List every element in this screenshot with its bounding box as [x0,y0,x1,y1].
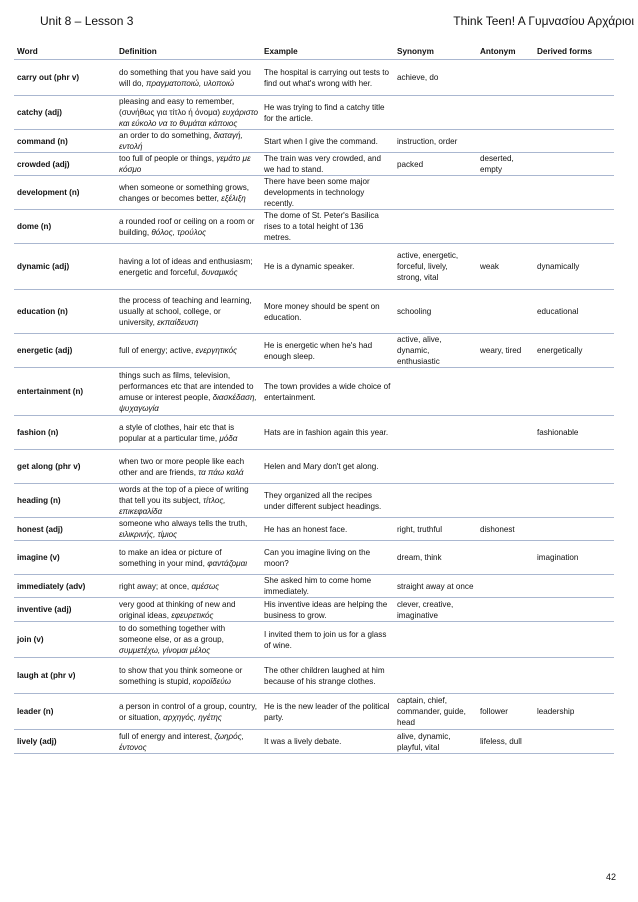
synonym-cell [394,176,477,210]
definition-cell [116,598,261,622]
antonym-cell [477,60,534,96]
word-cell: dynamic (adj) [14,244,116,290]
definition-cell [116,244,261,290]
example-cell: She asked him to come home immediately. [261,575,394,598]
synonym-cell: achieve, do [394,60,477,96]
definition-text: when two or more people like each other and are friends, [119,456,245,477]
word-cell: crowded (adj) [14,153,116,176]
derived-forms-cell [534,153,614,176]
definition-text: do something that you have said you will do, [119,67,251,88]
table-row [14,622,614,658]
derived-forms-cell [534,484,614,518]
definition-cell [116,176,261,210]
word-cell: carry out (phr v) [14,60,116,96]
derived-forms-cell [534,598,614,622]
example-cell: The other children laughed at him because of his strange clothes. [261,658,394,694]
definition-text: a style of clothes, hair etc that is popular at a particular time, [119,422,235,443]
greek-translation: γεμάτο με κόσμο [119,154,251,174]
definition-text: a person in control of a group, country, or situation, [119,701,257,722]
definition-text: having a lot of ideas and enthusiasm; energetic and forceful, [119,256,253,277]
antonym-cell [477,130,534,153]
antonym-cell: weak [477,244,534,290]
definition-text: the process of teaching and learning, usually at school, college, or university, [119,296,252,327]
antonym-cell: weary, tired [477,334,534,368]
table-row [14,176,614,210]
greek-translation: εξέλιξη [221,193,246,203]
table-row [14,598,614,622]
greek-translation: τα πάω καλά [198,467,244,477]
greek-translation: κοροϊδεύω [192,676,231,686]
synonym-cell [394,416,477,450]
antonym-cell: lifeless, dull [477,730,534,754]
greek-translation: μόδα [219,433,238,443]
example-cell: He has an honest face. [261,518,394,541]
word-cell: fashion (n) [14,416,116,450]
column-header-derived-forms: Derived forms [534,44,614,60]
word-cell: immediately (adv) [14,575,116,598]
definition-cell [116,622,261,658]
antonym-cell [477,368,534,416]
table-row [14,210,614,244]
greek-translation: δυναμικός [201,267,238,277]
greek-translation: ειλικρινής, τίμιος [119,530,178,539]
definition-text: to make an idea or picture of something in your mind, [119,547,222,568]
definition-text: when someone or something grows, changes or becomes better, [119,182,250,203]
definition-cell [116,96,261,130]
table-row [14,368,614,416]
definition-text: full of energy and interest, [119,731,213,741]
word-cell: heading (n) [14,484,116,518]
example-cell: More money should be spent on education. [261,290,394,334]
antonym-cell: follower [477,694,534,730]
antonym-cell [477,416,534,450]
greek-translation: φαντάζομαι [207,558,247,568]
example-cell: It was a lively debate. [261,730,394,754]
greek-translation: συμμετέχω, γίνομαι μέλος [119,646,211,655]
synonym-cell: dream, think [394,541,477,575]
word-cell: imagine (v) [14,541,116,575]
antonym-cell [477,575,534,598]
table-row [14,96,614,130]
column-header-antonym: Antonym [477,44,534,60]
table-row [14,334,614,368]
example-cell: The train was very crowded, and we had to stand. [261,153,394,176]
antonym-cell [477,658,534,694]
definition-text: too full of people or things, [119,154,214,163]
derived-forms-cell [534,368,614,416]
example-cell: Helen and Mary don't get along. [261,450,394,484]
antonym-cell [477,176,534,210]
word-cell: education (n) [14,290,116,334]
greek-translation: εφευρετικός [171,610,214,620]
antonym-cell [477,622,534,658]
greek-translation: πραγματοποιώ, υλοποιώ [146,78,235,88]
definition-cell [116,694,261,730]
example-cell: His inventive ideas are helping the business to grow. [261,598,394,622]
derived-forms-cell [534,130,614,153]
definition-cell [116,290,261,334]
derived-forms-cell [534,518,614,541]
greek-translation: διασκέδαση, ψυχαγωγία [119,392,257,413]
definition-cell [116,60,261,96]
derived-forms-cell: dynamically [534,244,614,290]
greek-translation: ζωηρός, έντονος [119,731,244,752]
example-cell: He is the new leader of the political party. [261,694,394,730]
definition-text: right away; at once, [119,581,190,591]
derived-forms-cell [534,658,614,694]
table-row [14,694,614,730]
definition-text: to do something together with someone else, or as a group, [119,624,226,644]
synonym-cell [394,484,477,518]
synonym-cell [394,96,477,130]
synonym-cell [394,368,477,416]
column-header-word: Word [14,44,116,60]
page-header [0,14,638,32]
example-cell: Start when I give the command. [261,130,394,153]
definition-cell [116,334,261,368]
example-cell: The hospital is carrying out tests to find out what's wrong with her. [261,60,394,96]
definition-cell [116,484,261,518]
table-row [14,575,614,598]
synonym-cell: schooling [394,290,477,334]
example-cell: The dome of St. Peter's Basilica rises to a total height of 136 metres. [261,210,394,244]
word-cell: dome (n) [14,210,116,244]
table-row [14,541,614,575]
synonym-cell [394,658,477,694]
example-cell: The town provides a wide choice of entertainment. [261,368,394,416]
definition-cell [116,658,261,694]
derived-forms-cell [534,622,614,658]
book-title: Think Teen! A Γυμνασίου Αρχάριοι [453,14,634,28]
definition-text: words at the top of a piece of writing that tell you its subject, [119,485,249,505]
antonym-cell [477,290,534,334]
word-cell: get along (phr v) [14,450,116,484]
synonym-cell [394,450,477,484]
antonym-cell: deserted, empty [477,153,534,176]
derived-forms-cell [534,450,614,484]
antonym-cell [477,210,534,244]
antonym-cell [477,541,534,575]
antonym-cell [477,450,534,484]
definition-cell [116,518,261,541]
table-row [14,518,614,541]
synonym-cell: right, truthful [394,518,477,541]
definition-cell [116,210,261,244]
definition-text: to show that you think someone or something is stupid, [119,665,243,686]
antonym-cell: dishonest [477,518,534,541]
synonym-cell [394,622,477,658]
lesson-title: Unit 8 – Lesson 3 [40,14,134,28]
table-row [14,658,614,694]
word-cell: honest (adj) [14,518,116,541]
definition-cell [116,450,261,484]
synonym-cell: captain, chief, commander, guide, head [394,694,477,730]
table-row [14,60,614,96]
example-cell: They organized all the recipes under different subject headings. [261,484,394,518]
antonym-cell [477,96,534,130]
table-row [14,153,614,176]
derived-forms-cell [534,60,614,96]
example-cell: Hats are in fashion again this year. [261,416,394,450]
table-row [14,130,614,153]
table-row [14,244,614,290]
example-cell: Can you imagine living on the moon? [261,541,394,575]
derived-forms-cell: imagination [534,541,614,575]
example-cell: I invited them to join us for a glass of wine. [261,622,394,658]
column-header-synonym: Synonym [394,44,477,60]
word-cell: energetic (adj) [14,334,116,368]
derived-forms-cell: educational [534,290,614,334]
definition-cell [116,575,261,598]
definition-cell [116,368,261,416]
synonym-cell: straight away at once [394,575,477,598]
synonym-cell: active, energetic, forceful, lively, strong, vital [394,244,477,290]
definition-cell [116,730,261,754]
definition-text: a rounded roof or ceiling on a room or building, [119,216,255,237]
word-cell: laugh at (phr v) [14,658,116,694]
example-cell: He is a dynamic speaker. [261,244,394,290]
example-cell: There have been some major developments in technology recently. [261,176,394,210]
synonym-cell [394,210,477,244]
greek-translation: αμέσως [191,581,220,591]
page-number: 42 [605,872,616,882]
synonym-cell: packed [394,153,477,176]
derived-forms-cell [534,210,614,244]
table-header-row [14,44,614,60]
table-row [14,484,614,518]
synonym-cell: alive, dynamic, playful, vital [394,730,477,754]
greek-translation: εκπαίδευση [157,318,199,327]
synonym-cell: active, alive, dynamic, enthusiastic [394,334,477,368]
column-header-definition: Definition [116,44,261,60]
greek-translation: διαταγή, εντολή [119,131,243,151]
derived-forms-cell: energetically [534,334,614,368]
definition-cell [116,130,261,153]
example-cell: He was trying to find a catchy title for the article. [261,96,394,130]
antonym-cell [477,484,534,518]
definition-text: very good at thinking of new and original ideas, [119,599,236,620]
definition-cell [116,153,261,176]
definition-text: an order to do something, [119,131,212,140]
word-cell: command (n) [14,130,116,153]
greek-translation: αρχηγός, ηγέτης [163,712,222,722]
definition-text: someone who always tells the truth, [119,519,248,528]
greek-translation: θόλος, τρούλος [151,227,207,237]
definition-text: full of energy; active, [119,346,194,355]
greek-translation: ενεργητικός [195,346,238,355]
word-cell: entertainment (n) [14,368,116,416]
derived-forms-cell [534,730,614,754]
synonym-cell: instruction, order [394,130,477,153]
derived-forms-cell [534,575,614,598]
word-cell: lively (adj) [14,730,116,754]
word-cell: development (n) [14,176,116,210]
table-row [14,416,614,450]
vocabulary-table [14,44,614,754]
definition-text: things such as films, television, performances etc that are intended to amuse or interest people, [119,370,254,402]
derived-forms-cell [534,176,614,210]
definition-text: pleasing and easy to remember, (συνήθως για τίτλο ή όνομα) [119,97,235,117]
derived-forms-cell: leadership [534,694,614,730]
table-row [14,450,614,484]
definition-cell [116,416,261,450]
table-row [14,290,614,334]
table-row [14,730,614,754]
word-cell: catchy (adj) [14,96,116,130]
synonym-cell: clever, creative, imaginative [394,598,477,622]
antonym-cell [477,598,534,622]
derived-forms-cell [534,96,614,130]
derived-forms-cell: fashionable [534,416,614,450]
greek-translation: ευχάριστο και εύκολο να το θυμάται κάποιος [119,108,259,128]
definition-cell [116,541,261,575]
column-header-example: Example [261,44,394,60]
example-cell: He is energetic when he's had enough sleep. [261,334,394,368]
word-cell: inventive (adj) [14,598,116,622]
greek-translation: τίτλος, επικεφαλίδα [119,496,226,516]
word-cell: leader (n) [14,694,116,730]
word-cell: join (v) [14,622,116,658]
